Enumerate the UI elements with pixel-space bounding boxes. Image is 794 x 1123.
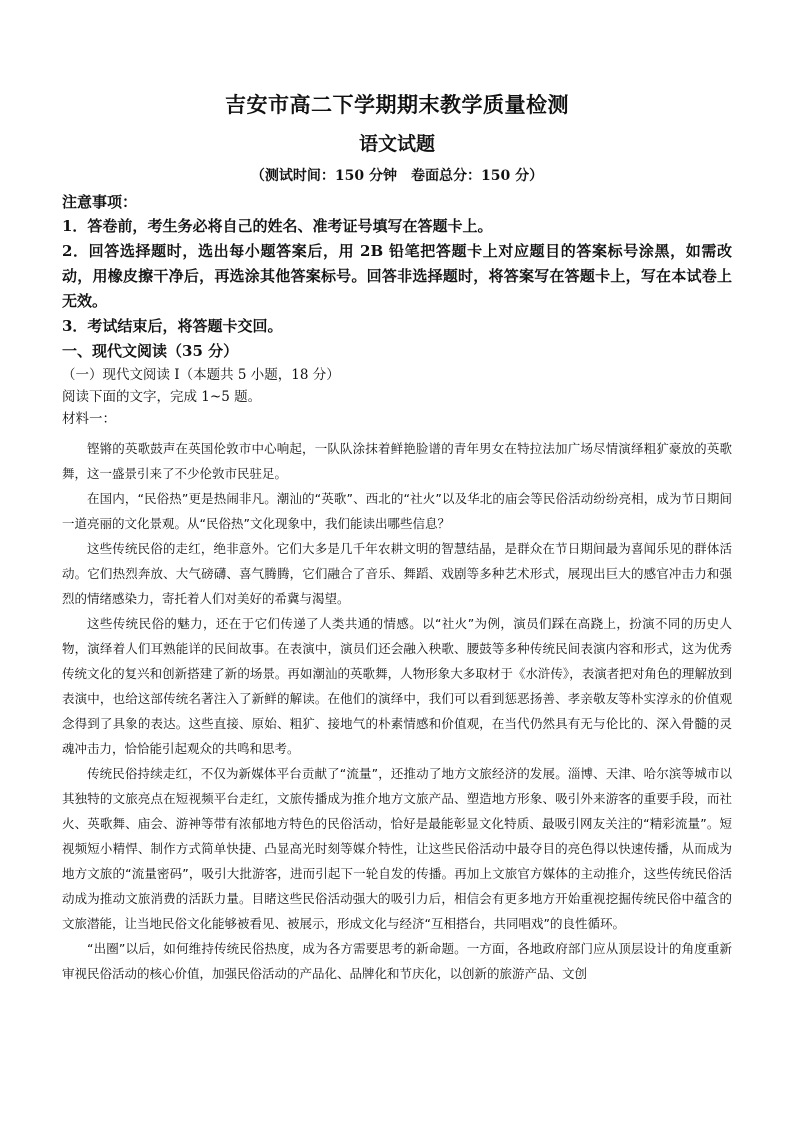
material-paragraph: “出圈”以后，如何维持传统民俗热度，成为各方需要思考的新命题。一方面，各地政府部门应从顶层设计的角度重新审视民俗活动的核心价值，加强民俗活动的产品化、品牌化和节庆化，以创新的旅游产品、文创: [62, 941, 732, 981]
section-heading: 一、现代文阅读（35 分）: [62, 342, 239, 360]
notice-item: 1．答卷前，考生务必将自己的姓名、准考证号填写在答题卡上。: [62, 217, 493, 235]
material-paragraph: 这些传统民俗的魅力，还在于它们传递了人类共通的情感。以“社火”为例，演员们踩在高跷上，扮演不同的历史人物，演绎着人们耳熟能详的民间故事。在表演中，演员们还会融入秧歌、腰鼓等多种传统民间表演内容和形式，这为优秀传统文化的复兴和创新搭建了新的场景。再如潮汕的英歌舞，人物形象大多取材于《水浒传》，表演者把对角色的理解放到表演中，也给这部传统名著注入了新鲜的解读。在他们的演绎中，我们可以看到惩恶扬善、孝亲敬友等朴实淳永的价值观念得到了具象的表达。这些直接、原始、粗犷、接地气的朴素情感和价值观，在当代仍然具有无与伦比的、深入骨髓的灵魂冲击力，恰恰能引起观众的共鸣和思考。: [62, 616, 732, 756]
notice-heading: 注意事项：: [62, 193, 138, 211]
material-paragraph: 这些传统民俗的走红，绝非意外。它们大多是几千年农耕文明的智慧结晶，是群众在节日期间最为喜闻乐见的群体活动。它们热烈奔放、大气磅礴、喜气腾腾，它们融合了音乐、舞蹈、戏剧等多种艺术形式，展现出巨大的感官冲击力和强烈的情绪感染力，寄托着人们对美好的希冀与渴望。: [62, 541, 732, 606]
exam-meta: （测试时间：150 分钟 卷面总分：150 分）: [250, 168, 544, 184]
notice-item: 2．回答选择题时，选出每小题答案后，用 2B 铅笔把答题卡上对应题目的答案标号涂黑，如需改动，用橡皮擦干净后，再选涂其他答案标号。回答非选择题时，将答案写在答题卡上，写在本试卷上无效。: [62, 242, 732, 310]
material-paragraph: 传统民俗持续走红，不仅为新媒体平台贡献了“流量”，还推动了地方文旅经济的发展。淄博、天津、哈尔滨等城市以其独特的文旅亮点在短视频平台走红，文旅传播成为推介地方文旅产品、塑造地方形象、吸引外来游客的重要手段，而社火、英歌舞、庙会、游神等带有浓郁地方特色的民俗活动，恰好是最能彰显文化特质、最吸引网友关注的“精彩流量”。短视频短小精悍、制作方式简单快捷、凸显高光时刻等媒介特性，让这些民俗活动中最夺目的亮色得以快速传播，从而成为地方文旅的“流量密码”，吸引大批游客，进而引起下一轮自发的传播。再加上文旅官方媒体的主动推介，这些传统民俗活动成为推动文旅消费的活跃力量。目睹这些民俗活动强大的吸引力后，相信会有更多地方开始重视挖掘传统民俗中蕴含的文旅潜能，让当地民俗文化能够被看见、被展示，形成文化与经济“互相搭台，共同唱戏”的良性循环。: [62, 766, 732, 931]
material-paragraph: 铿锵的英歌鼓声在英国伦敦市中心响起，一队队涂抹着鲜艳脸谱的青年男女在特拉法加广场尽情演绎粗犷豪放的英歌舞，这一盛景引来了不少伦敦市民驻足。: [62, 441, 732, 481]
sub-section-heading: （一）现代文阅读 I（本题共 5 小题，18 分）: [62, 367, 340, 383]
exam-page: [62, 90, 732, 986]
exam-title: 吉安市高二下学期期末教学质量检测: [225, 92, 569, 117]
material-paragraph: 在国内，“民俗热”更是热闹非凡。潮汕的“英歌”、西北的“社火”以及华北的庙会等民俗活动纷纷亮相，成为节日期间一道亮丽的文化景观。从“民俗热”文化现象中，我们能读出哪些信息？: [62, 491, 732, 531]
subject-title: 语文试题: [358, 133, 435, 155]
notice-item: 3．考试结束后，将答题卡交回。: [62, 317, 283, 335]
material-label: 材料一：: [62, 411, 116, 427]
reading-instruction: 阅读下面的文字，完成 1~5 题。: [62, 389, 262, 405]
